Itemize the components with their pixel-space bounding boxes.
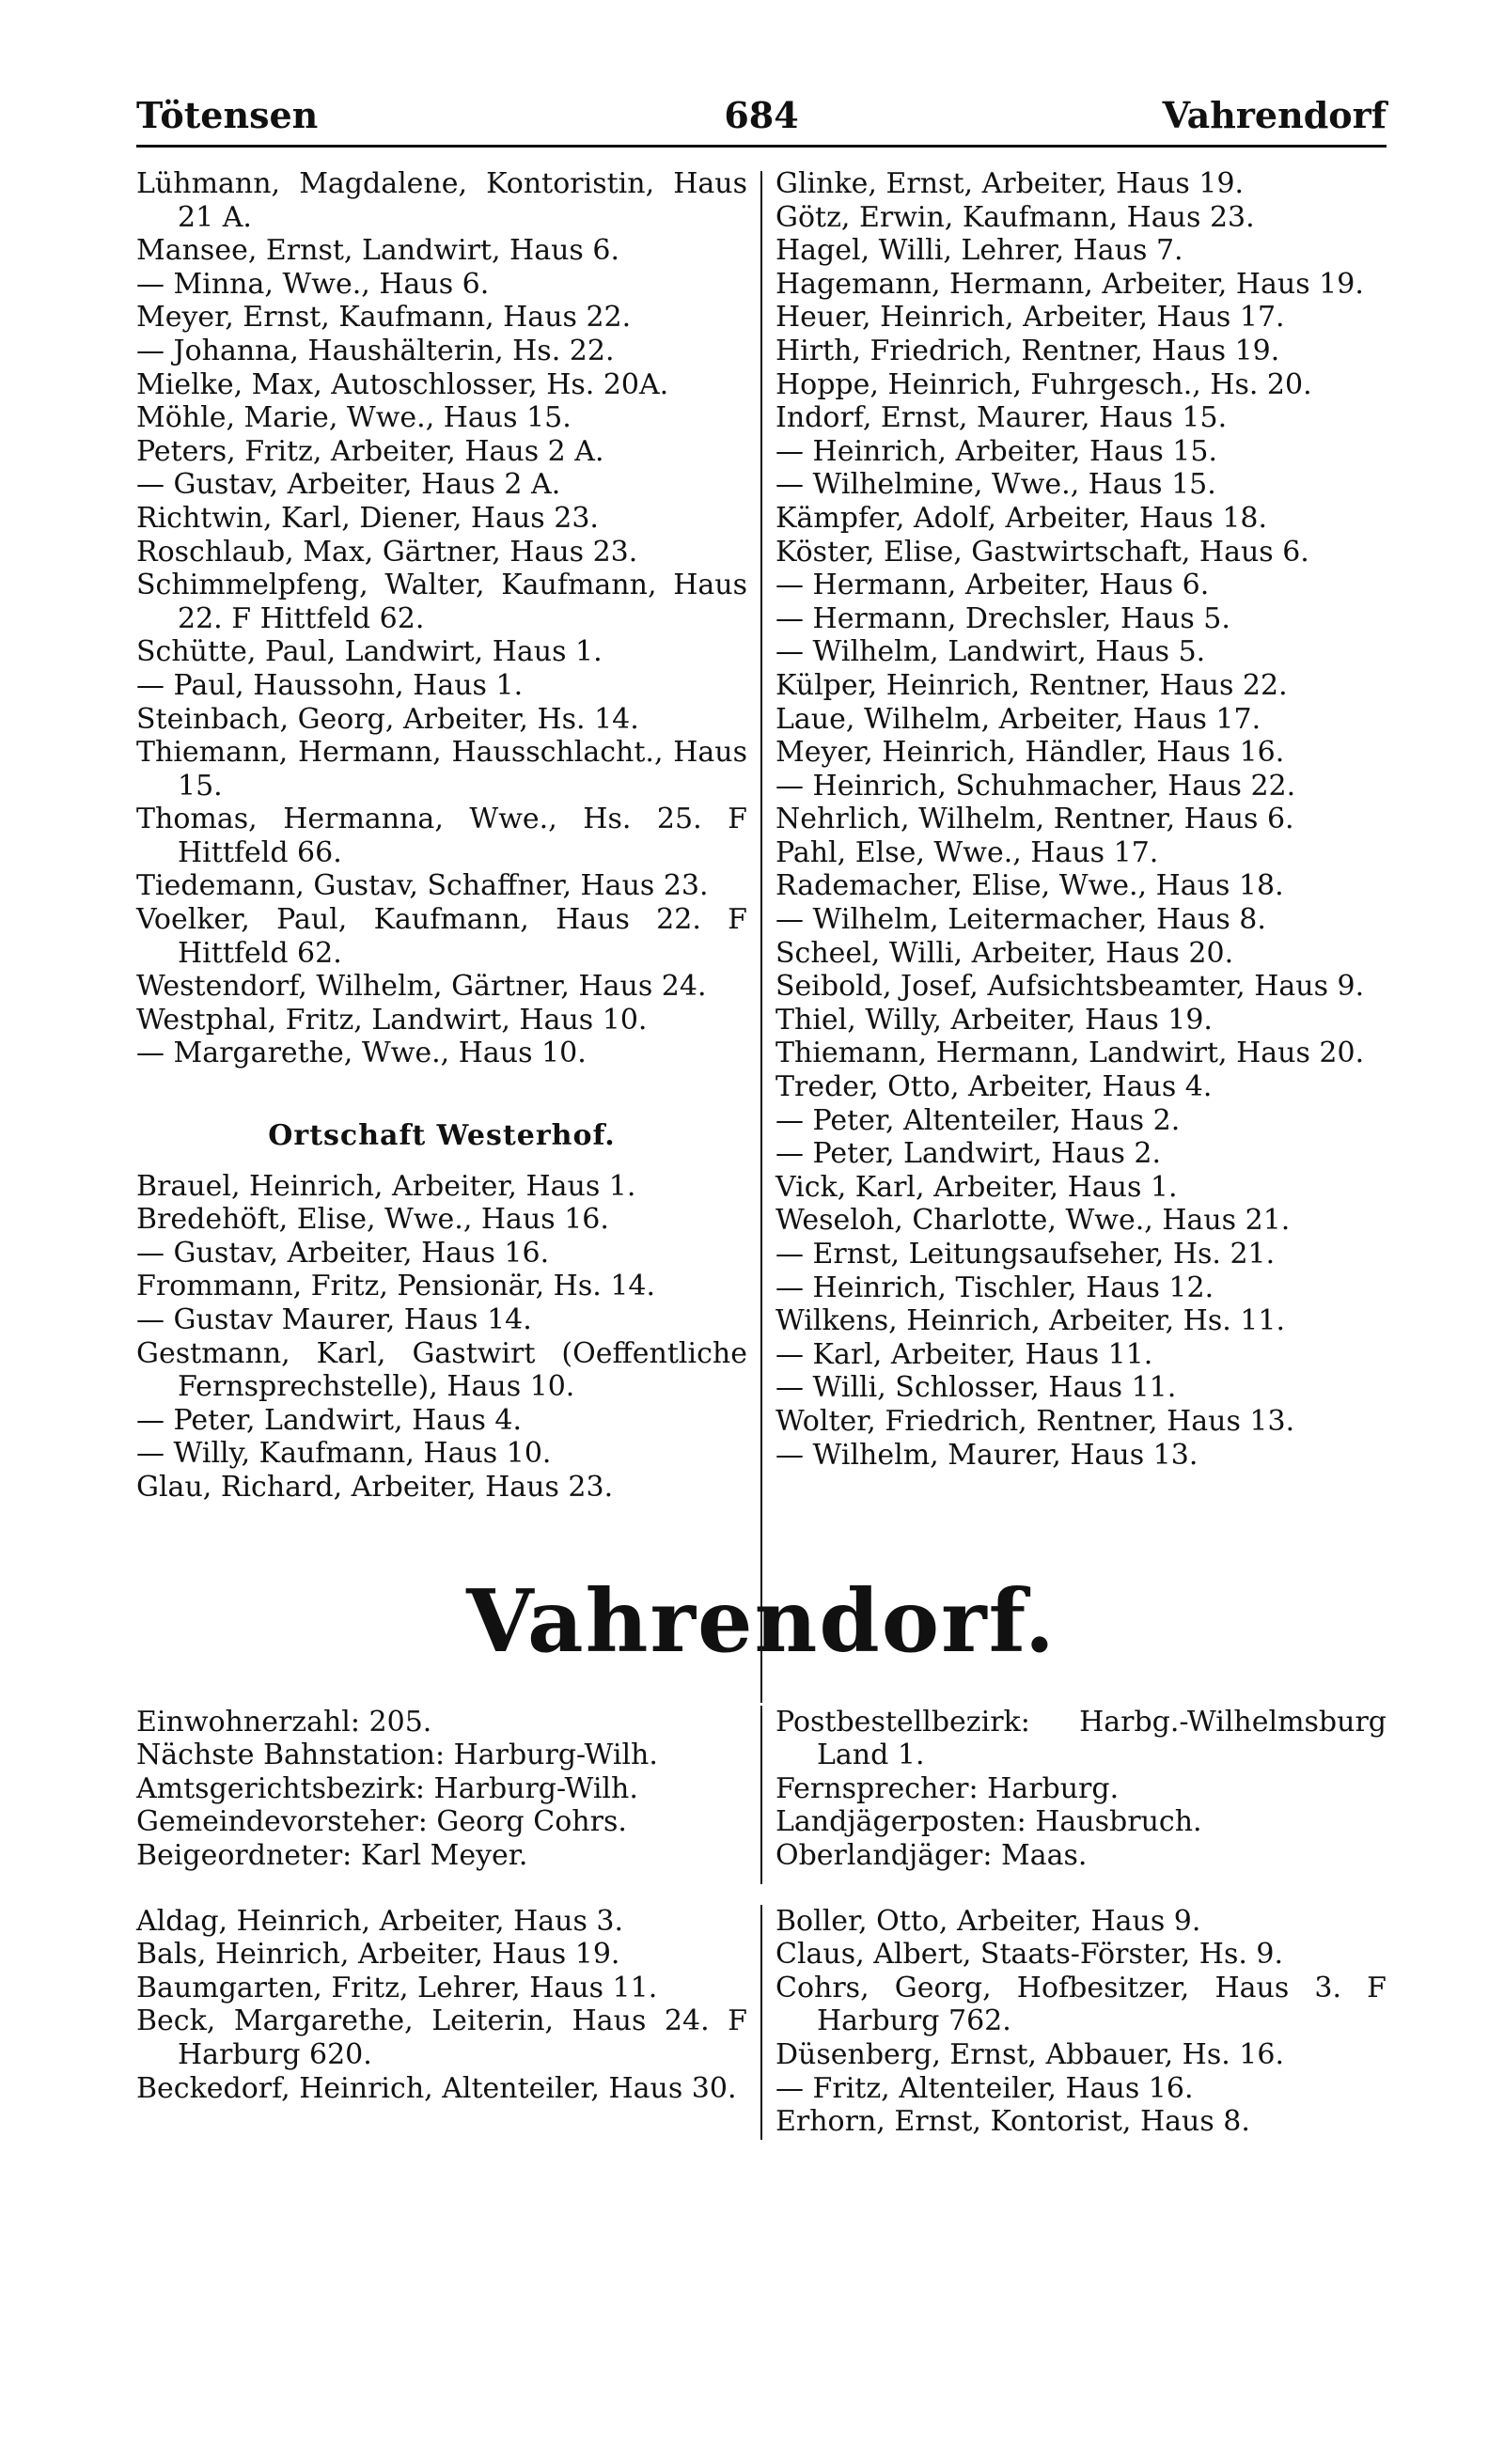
info-column-divider (760, 1706, 762, 1884)
directory-entry: — Hermann, Drechsler, Haus 5. (776, 601, 1230, 635)
directory-entry: Westendorf, Wilhelm, Gärtner, Haus 24. (136, 970, 707, 1004)
directory-entry: — Willi, Schlosser, Haus 11. (776, 1371, 1177, 1405)
directory-entry: Hoppe, Heinrich, Fuhrgesch., Hs. 20. (776, 367, 1312, 401)
toetensen-left-column (136, 167, 747, 1505)
directory-entry: Glinke, Ernst, Arbeiter, Haus 19. (776, 167, 1245, 200)
directory-entry: Baumgarten, Fritz, Lehrer, Haus 11. (136, 1971, 658, 2004)
vahrendorf-column-divider (760, 1905, 762, 2140)
directory-entry: Postbestellbezirk: Harbg.-Wilhelmsburg Land 1. (776, 1705, 1386, 1772)
directory-entry: Bredehöft, Elise, Wwe., Haus 16. (136, 1203, 609, 1237)
column-divider (760, 171, 762, 1703)
directory-entry: — Johanna, Haushälterin, Hs. 22. (136, 334, 615, 367)
directory-entry: — Willy, Kaufmann, Haus 10. (136, 1437, 552, 1471)
directory-entry: Cohrs, Georg, Hofbesitzer, Haus 3. F Harburg 762. (776, 1971, 1386, 2038)
directory-entry: Beckedorf, Heinrich, Altenteiler, Haus 30. (136, 2071, 737, 2105)
directory-entry: Scheel, Willi, Arbeiter, Haus 20. (776, 936, 1234, 970)
vahrendorf-info-right (776, 1706, 1386, 1873)
directory-entry: — Hermann, Arbeiter, Haus 6. (776, 569, 1210, 602)
directory-entry: — Ernst, Leitungsaufseher, Hs. 21. (776, 1238, 1276, 1271)
directory-entry: Westphal, Fritz, Landwirt, Haus 10. (136, 1003, 648, 1037)
directory-entry: Roschlaub, Max, Gärtner, Haus 23. (136, 535, 638, 569)
directory-entry: Boller, Otto, Arbeiter, Haus 9. (776, 1904, 1201, 1938)
directory-entry: Voelker, Paul, Kaufmann, Haus 22. F Hittfeld 62. (136, 903, 747, 970)
directory-entry: Hagel, Willi, Lehrer, Haus 7. (776, 234, 1183, 268)
directory-entry: Götz, Erwin, Kaufmann, Haus 23. (776, 200, 1255, 234)
directory-entry: — Margarethe, Wwe., Haus 10. (136, 1037, 587, 1070)
directory-entry: — Wilhelm, Maurer, Haus 13. (776, 1438, 1198, 1472)
directory-entry: Richtwin, Karl, Diener, Haus 23. (136, 501, 599, 535)
directory-entry: Külper, Heinrich, Rentner, Haus 22. (776, 668, 1288, 702)
directory-entry: Thiel, Willy, Arbeiter, Haus 19. (776, 1003, 1213, 1037)
directory-entry: Nächste Bahnstation: Harburg-Wilh. (136, 1739, 658, 1772)
directory-entry: Mansee, Ernst, Landwirt, Haus 6. (136, 234, 619, 268)
westerhof-heading: Ortschaft Westerhof. (268, 1119, 616, 1153)
directory-entry: Kämpfer, Adolf, Arbeiter, Haus 18. (776, 501, 1268, 535)
directory-entry: — Karl, Arbeiter, Haus 11. (776, 1337, 1153, 1371)
directory-entry: Glau, Richard, Arbeiter, Haus 23. (136, 1470, 614, 1504)
vahrendorf-left-column (136, 1905, 747, 2139)
header-right-place: Vahrendorf (1162, 94, 1386, 136)
directory-entry: Fernsprecher: Harburg. (776, 1771, 1120, 1805)
directory-entry: Bals, Heinrich, Arbeiter, Haus 19. (136, 1938, 620, 1972)
directory-page (136, 94, 1386, 2139)
page-header (136, 94, 1386, 150)
directory-entry: Heuer, Heinrich, Arbeiter, Haus 17. (776, 301, 1285, 335)
directory-entry: — Wilhelm, Landwirt, Haus 5. (776, 635, 1206, 669)
vahrendorf-title: Vahrendorf. (466, 1569, 1057, 1672)
directory-entry: — Gustav, Arbeiter, Haus 16. (136, 1236, 550, 1270)
directory-entry: — Wilhelm, Leitermacher, Haus 8. (776, 903, 1266, 937)
directory-entry: Amtsgerichtsbezirk: Harburg-Wilh. (136, 1771, 638, 1805)
directory-entry: Vick, Karl, Arbeiter, Haus 1. (776, 1170, 1178, 1204)
directory-entry: Schimmelpfeng, Walter, Kaufmann, Haus 22. F Hittfeld 62. (136, 569, 747, 635)
directory-entry: Erhorn, Ernst, Kontorist, Haus 8. (776, 2105, 1250, 2139)
directory-entry: Nehrlich, Wilhelm, Rentner, Haus 6. (776, 803, 1294, 836)
directory-entry: Tiedemann, Gustav, Schaffner, Haus 23. (136, 869, 709, 903)
toetensen-right-list (776, 167, 1386, 1472)
directory-entry: — Fritz, Altenteiler, Haus 16. (776, 2071, 1194, 2105)
directory-entry: Claus, Albert, Staats-Förster, Hs. 9. (776, 1938, 1284, 1972)
toetensen-right-column (776, 167, 1386, 1505)
header-rule (136, 145, 1386, 148)
vahrendorf-info-left (136, 1706, 747, 1873)
directory-entry: — Heinrich, Tischler, Haus 12. (776, 1271, 1214, 1304)
directory-entry: Thiemann, Hermann, Landwirt, Haus 20. (776, 1037, 1365, 1070)
directory-entry: Mielke, Max, Autoschlosser, Hs. 20A. (136, 367, 669, 401)
directory-entry: Meyer, Ernst, Kaufmann, Haus 22. (136, 301, 632, 335)
info-left-list (136, 1706, 747, 1873)
toetensen-columns (136, 167, 1386, 1505)
directory-entry: Thomas, Hermanna, Wwe., Hs. 25. F Hittfeld 66. (136, 803, 747, 869)
directory-entry: Möhle, Marie, Wwe., Haus 15. (136, 401, 572, 435)
directory-entry: Wilkens, Heinrich, Arbeiter, Hs. 11. (776, 1304, 1286, 1338)
directory-entry: — Peter, Landwirt, Haus 2. (776, 1137, 1162, 1171)
directory-entry: — Minna, Wwe., Haus 6. (136, 267, 490, 301)
directory-entry: Weseloh, Charlotte, Wwe., Haus 21. (776, 1204, 1291, 1238)
directory-entry: Wolter, Friedrich, Rentner, Haus 13. (776, 1404, 1295, 1438)
directory-entry: Beigeordneter: Karl Meyer. (136, 1838, 528, 1872)
directory-entry: Hirth, Friedrich, Rentner, Haus 19. (776, 334, 1280, 367)
directory-entry: Schütte, Paul, Landwirt, Haus 1. (136, 635, 603, 669)
directory-entry: — Peter, Altenteiler, Haus 2. (776, 1103, 1181, 1137)
directory-entry: Einwohnerzahl: 205. (136, 1705, 432, 1739)
toetensen-left-list (136, 167, 747, 1070)
vahrendorf-left-list (136, 1905, 747, 2106)
directory-entry: Landjägerposten: Hausbruch. (776, 1805, 1202, 1839)
directory-entry: — Gustav, Arbeiter, Haus 2 A. (136, 468, 561, 502)
directory-entry: — Paul, Haussohn, Haus 1. (136, 668, 524, 702)
directory-entry: — Heinrich, Schuhmacher, Haus 22. (776, 769, 1296, 803)
vahrendorf-info-columns (136, 1706, 1386, 1873)
directory-entry: Lühmann, Magdalene, Kontoristin, Haus 21 A. (136, 167, 747, 234)
directory-entry: Steinbach, Georg, Arbeiter, Hs. 14. (136, 702, 639, 736)
directory-entry: Indorf, Ernst, Maurer, Haus 15. (776, 401, 1228, 435)
directory-entry: Laue, Wilhelm, Arbeiter, Haus 17. (776, 702, 1261, 736)
directory-entry: Thiemann, Hermann, Hausschlacht., Haus 15. (136, 736, 747, 803)
vahrendorf-columns (136, 1905, 1386, 2139)
directory-entry: — Gustav Maurer, Haus 14. (136, 1303, 532, 1336)
directory-entry: — Heinrich, Arbeiter, Haus 15. (776, 434, 1217, 468)
directory-entry: Köster, Elise, Gastwirtschaft, Haus 6. (776, 535, 1309, 569)
directory-entry: Aldag, Heinrich, Arbeiter, Haus 3. (136, 1904, 623, 1938)
westerhof-list (136, 1170, 747, 1505)
directory-entry: Treder, Otto, Arbeiter, Haus 4. (776, 1070, 1213, 1104)
directory-entry: Rademacher, Elise, Wwe., Haus 18. (776, 869, 1284, 903)
directory-entry: Brauel, Heinrich, Arbeiter, Haus 1. (136, 1169, 636, 1203)
directory-entry: Beck, Margarethe, Leiterin, Haus 24. F Harburg 620. (136, 2004, 747, 2071)
directory-entry: Peters, Fritz, Arbeiter, Haus 2 A. (136, 434, 604, 468)
header-left-place: Tötensen (136, 94, 319, 136)
vahrendorf-right-column (776, 1905, 1386, 2139)
directory-entry: Pahl, Else, Wwe., Haus 17. (776, 835, 1159, 869)
directory-entry: — Wilhelmine, Wwe., Haus 15. (776, 468, 1216, 502)
directory-entry: Meyer, Heinrich, Händler, Haus 16. (776, 736, 1285, 770)
directory-entry: Hagemann, Hermann, Arbeiter, Haus 19. (776, 267, 1364, 301)
vahrendorf-right-list (776, 1905, 1386, 2139)
directory-entry: — Peter, Landwirt, Haus 4. (136, 1403, 523, 1437)
directory-entry: Seibold, Josef, Aufsichtsbeamter, Haus 9. (776, 970, 1365, 1004)
directory-entry: Oberlandjäger: Maas. (776, 1838, 1088, 1872)
directory-entry: Düsenberg, Ernst, Abbauer, Hs. 16. (776, 2037, 1284, 2071)
info-right-list (776, 1706, 1386, 1873)
page-number: 684 (724, 94, 799, 136)
directory-entry: Gemeindevorsteher: Georg Cohrs. (136, 1805, 627, 1839)
directory-entry: Frommann, Fritz, Pensionär, Hs. 14. (136, 1270, 656, 1303)
directory-entry: Gestmann, Karl, Gastwirt (Oeffentliche Fernsprechstelle), Haus 10. (136, 1336, 747, 1404)
